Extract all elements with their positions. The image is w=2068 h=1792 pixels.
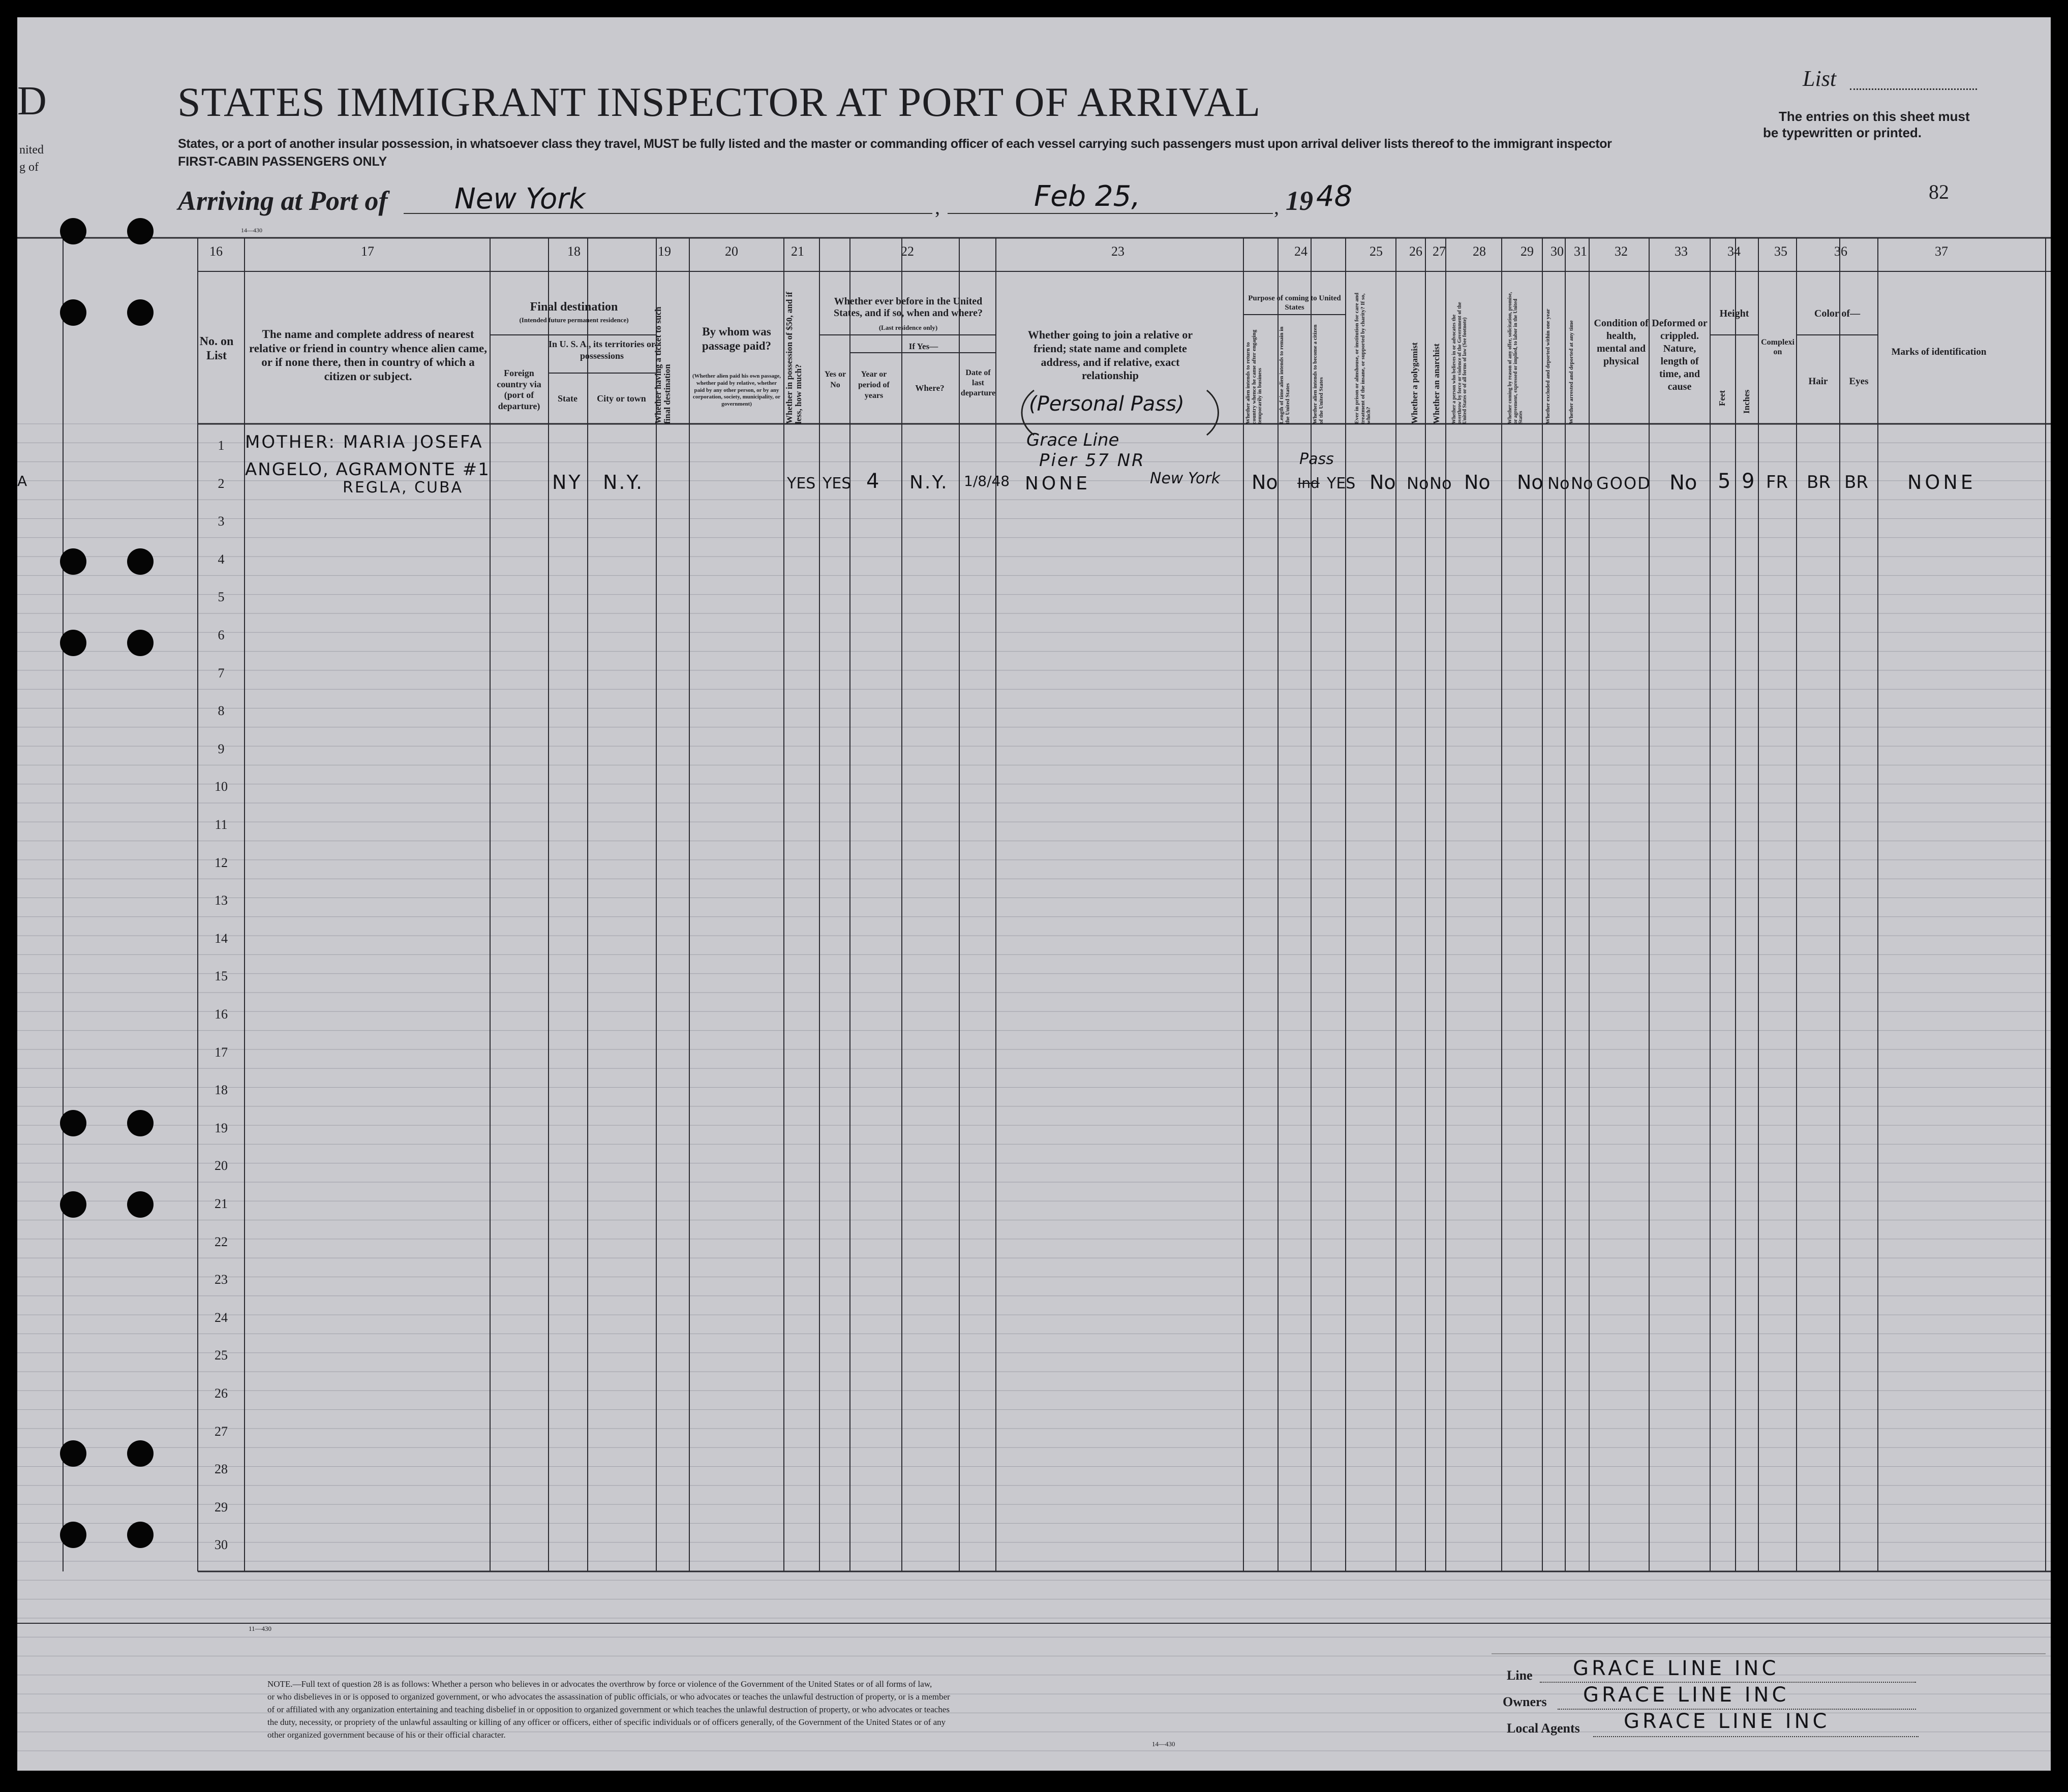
col22-yes-no: Yes or No (824, 370, 846, 389)
col-number: 20 (725, 244, 738, 259)
row-number: 3 (218, 514, 225, 529)
row-number: 1 (218, 438, 225, 453)
col34-feet: Feet (1717, 390, 1727, 406)
row-number: 18 (215, 1083, 228, 1098)
local-agents-label: Local Agents (1507, 1721, 1580, 1736)
col22-years: Year or period of years (858, 370, 890, 400)
first-cabin-label: FIRST-CABIN PASSENGERS ONLY (178, 155, 387, 169)
col-number: 22 (901, 244, 914, 259)
row-number: 30 (215, 1537, 228, 1553)
footnote-q28: other organized government because of his or their official character. (267, 1730, 506, 1740)
col-number: 26 (1409, 244, 1422, 259)
row-number: 12 (215, 855, 228, 870)
row-number: 20 (215, 1158, 228, 1173)
margin-letter: D (17, 79, 47, 123)
col20-subheading: (Whether alien paid his own passage, whether paid by relative, whether paid by any other person, or by any corporation, society, municipality, or government) (692, 373, 781, 407)
row-number: 29 (215, 1499, 228, 1515)
col29-heading: Whether coming by reason of any offer, solicitation, promise, or agreement, expressed or implied, to labor in the United States (1507, 292, 1524, 424)
year-prefix: 19 (1286, 186, 1313, 216)
col18-heading: Final destination (530, 300, 618, 314)
owners-value: GRACE LINE INC (1583, 1683, 1789, 1707)
row-number: 15 (215, 969, 228, 984)
binder-hole (60, 218, 86, 244)
ever-before: YES (823, 475, 851, 492)
height-inches: 9 (1742, 470, 1755, 493)
col-number: 16 (209, 244, 223, 259)
relative-line1: MOTHER: MARIA JOSEFA (245, 432, 483, 452)
col19-heading: Whether having a ticket to such final destination (653, 306, 672, 424)
list-label: List (1803, 66, 1837, 91)
col-number: 25 (1370, 244, 1383, 259)
col-number: 35 (1774, 244, 1787, 259)
binder-hole (127, 1191, 154, 1218)
col34-heading: Height (1719, 308, 1749, 319)
margin-fragment: g of (19, 161, 39, 174)
row-number: 13 (215, 893, 228, 908)
col-number: 30 (1550, 244, 1564, 259)
row-number: 16 (215, 1007, 228, 1022)
col24-length: Length of time alien intends to remain in the United States (1279, 326, 1291, 424)
arriving-label: Arriving at Port of (178, 186, 388, 216)
col28-heading: Whether a person who believes in or advocates the overthrow by force or violence of the Government of the United States or of all forms of law (See footnote) (1451, 302, 1468, 424)
col-number: 28 (1473, 244, 1486, 259)
purpose-length: Pass (1299, 450, 1334, 468)
dest-city: N.Y. (603, 471, 644, 493)
prison-almshouse: No (1370, 471, 1396, 493)
port-value: New York (454, 182, 586, 215)
row-number: 23 (215, 1272, 228, 1287)
col-number: 24 (1294, 244, 1307, 259)
agents-underline (1593, 1736, 1919, 1737)
owners-label: Owners (1503, 1694, 1547, 1709)
form-number: 14—430 (241, 227, 262, 234)
complexion: FR (1766, 472, 1788, 492)
binder-hole (60, 299, 86, 326)
join-note: (Personal Pass) (1029, 392, 1184, 416)
col18-city: City or town (597, 393, 646, 404)
row-number: 21 (215, 1196, 228, 1211)
row-number: 25 (215, 1348, 228, 1363)
row-number: 6 (218, 628, 225, 642)
deformed: No (1669, 471, 1697, 495)
dest-state: NY (552, 471, 583, 493)
binder-hole (60, 1440, 86, 1467)
col22-if-yes: If Yes— (908, 342, 938, 351)
col-number: 36 (1834, 244, 1847, 259)
col36-hair: Hair (1808, 376, 1828, 387)
col24-citizen: Whether alien intends to become a citizen of the United States (1312, 324, 1324, 424)
local-agents-value: GRACE LINE INC (1624, 1710, 1830, 1733)
row-number: 27 (215, 1424, 228, 1439)
row-number: 11 (215, 817, 228, 832)
row-number: 8 (218, 703, 225, 719)
relative-line2: ANGELO, AGRAMONTE #1 (245, 459, 490, 480)
col-number: 21 (791, 244, 804, 259)
footnote-q28: the duty, necessity, or propriety of the unlawful assaulting or killing of any officer or officers, either of specific individuals or of officers generally, of the Government of the United States or of any (267, 1717, 946, 1727)
row-number: 5 (218, 590, 225, 605)
col22-subheading: (Last residence only) (878, 324, 938, 331)
purpose-citizen: YES (1327, 475, 1356, 492)
row-number: 24 (215, 1310, 228, 1325)
col31-heading: Whether arrested and deported at any time (1568, 320, 1574, 424)
join-note-bracket (1014, 387, 1054, 438)
hair-color: BR (1807, 472, 1831, 492)
purpose-length-struck: Ind (1297, 475, 1320, 491)
col32-heading: Condition of health, mental and physical (1594, 318, 1649, 367)
ever-years: 4 (866, 470, 879, 493)
row-number: 14 (215, 931, 228, 946)
polygamist: No (1407, 474, 1429, 493)
col27-heading: Whether an anarchist (1432, 343, 1441, 424)
col16-heading: No. on List (199, 335, 234, 362)
col35-heading: Complexion (1761, 338, 1795, 357)
col37-heading: Marks of identification (1891, 347, 1987, 357)
col34-inches: Inches (1742, 389, 1751, 414)
sheet-content (17, 17, 2051, 1771)
ever-where: N.Y. (909, 472, 949, 493)
col22-where: Where? (915, 383, 945, 393)
relative-line3: REGLA, CUBA (343, 479, 464, 497)
col-number: 18 (567, 244, 581, 259)
col24-return: Whether alien intends to return to country whence he came after engaging temporarily in business (1245, 329, 1263, 424)
join-note-bracket (1202, 387, 1232, 438)
row-number: 4 (218, 551, 225, 567)
join-note: Pier 57 NR (1039, 450, 1145, 471)
margin-mark: A (17, 473, 27, 489)
binder-hole (127, 548, 154, 575)
binder-hole (127, 1110, 154, 1136)
footnote-q28: NOTE.—Full text of question 28 is as follows: Whether a person who believes in or advocates the overthrow by force or violence of the Government of the United States or of all forms of law, (267, 1679, 932, 1689)
arrival-date: Feb 25, (1034, 180, 1141, 213)
overthrow: No (1464, 471, 1491, 493)
col22-heading: Whether ever before in the United States, and if so, when and where? (834, 296, 983, 319)
row-number: 22 (215, 1234, 228, 1249)
comma: , (935, 196, 940, 219)
col-number: 17 (361, 244, 374, 259)
binder-hole (60, 548, 86, 575)
row-number: 26 (215, 1386, 228, 1401)
margin-fragment: nited (19, 143, 44, 157)
binder-hole (127, 1440, 154, 1467)
bottom-form-number: 11—430 (249, 1625, 272, 1632)
year-value: 48 (1316, 180, 1353, 213)
binder-hole (127, 299, 154, 326)
row-number: 17 (215, 1044, 228, 1060)
line-label: Line (1507, 1668, 1533, 1683)
binder-hole (127, 630, 154, 656)
col-number: 32 (1615, 244, 1628, 259)
date-underline (948, 213, 1273, 214)
comma: , (1274, 196, 1279, 219)
anarchist: No (1430, 474, 1452, 493)
entries-note: The entries on this sheet must (1779, 109, 1970, 124)
identification-marks: NONE (1907, 471, 1976, 493)
join-city: New York (1150, 470, 1221, 487)
join-relative: NONE (1025, 473, 1090, 494)
deported: No (1571, 474, 1593, 493)
line-underline (1540, 1682, 1916, 1683)
manifest-sheet (17, 17, 2051, 1771)
col36-eyes: Eyes (1849, 376, 1869, 387)
col18-state: State (558, 393, 577, 404)
row-number: 9 (218, 741, 225, 756)
row-number: 19 (215, 1120, 228, 1135)
health: GOOD (1596, 474, 1651, 493)
binder-hole (60, 630, 86, 656)
col36-heading: Color of— (1814, 308, 1861, 319)
binder-hole (60, 1110, 86, 1136)
list-underline (1850, 88, 1977, 90)
col25-heading: Ever in prison or almshouse, or institution for care and treatment of the insane, or supported by charity? If so, which? (1354, 292, 1372, 424)
subtitle: States, or a port of another insular possession, in whatsoever class they travel, MUST be fully listed and the master or commanding officer of each vessel carrying such passengers must upon arrival deliver lists thereof to the immigrant inspector (178, 137, 1612, 151)
col-number: 33 (1675, 244, 1688, 259)
col18-foreign: Foreign country via (port of departure) (497, 368, 541, 411)
join-note: Grace Line (1026, 430, 1119, 450)
col24-heading: Purpose of coming to United States (1248, 294, 1341, 312)
col23-heading: Whether going to join a relative or friend; state name and complete address, and if relative, exact relationship (1027, 328, 1193, 382)
footnote-q28: of or affiliated with any organization entertaining and teaching disbelief in or opposition to organized government or which teaches the unlawful destruction of property, or who advocates or teaches (267, 1705, 950, 1714)
footnote-q28: or who disbelieves in or is opposed to organized government, or who advocates the assassination of public officials, or who advocates or teaches the unlawful destruction of property, or is a member (267, 1692, 950, 1702)
binder-hole (127, 1522, 154, 1548)
row-number: 28 (215, 1462, 228, 1477)
row-number: 7 (218, 665, 225, 681)
col-number: 27 (1433, 244, 1446, 259)
last-departure: 1/8/48 (964, 473, 1010, 489)
labor-offer: No (1517, 471, 1543, 493)
row-number: 10 (215, 779, 228, 794)
col-number: 29 (1520, 244, 1534, 259)
binder-hole (60, 1191, 86, 1218)
sheet-number: 82 (1929, 180, 1949, 203)
col26-heading: Whether a polygamist (1410, 342, 1419, 424)
eye-color: BR (1844, 472, 1868, 492)
col30-heading: Whether excluded and deported within one year (1545, 308, 1551, 424)
col18-subheading: (Intended future permanent residence) (519, 316, 629, 324)
footnote-form-number: 14—430 (1152, 1740, 1175, 1748)
has-50-dollars: YES (787, 475, 816, 492)
purpose-return: No (1252, 471, 1278, 493)
col22-date: Date of last departure (960, 368, 996, 397)
binder-hole (127, 218, 154, 244)
height-feet: 5 (1718, 470, 1731, 493)
col-number: 31 (1574, 244, 1587, 259)
excluded: No (1547, 474, 1570, 493)
col-number: 19 (658, 244, 671, 259)
col20-heading: By whom was passage paid? (702, 325, 772, 352)
col-number: 34 (1727, 244, 1741, 259)
binder-hole (60, 1522, 86, 1548)
col33-heading: Deformed or crippled. Nature, length of time, and cause (1652, 318, 1708, 392)
col17-heading: The name and complete address of nearest relative or friend in country whence alien came, or if none there, then in country of which a citizen or subject. (249, 328, 487, 383)
row-number: 2 (218, 476, 225, 491)
col-number: 23 (1111, 244, 1124, 259)
col21-heading: Whether in possession of $50, and if less, how much? (784, 292, 803, 424)
col-number: 37 (1935, 244, 1948, 259)
col18-usa: In U. S. A., its territories or possessions (549, 339, 655, 361)
line-value: GRACE LINE INC (1573, 1657, 1779, 1680)
entries-note: be typewritten or printed. (1763, 125, 1922, 140)
page-title: STATES IMMIGRANT INSPECTOR AT PORT OF ARRIVAL (177, 79, 1261, 125)
